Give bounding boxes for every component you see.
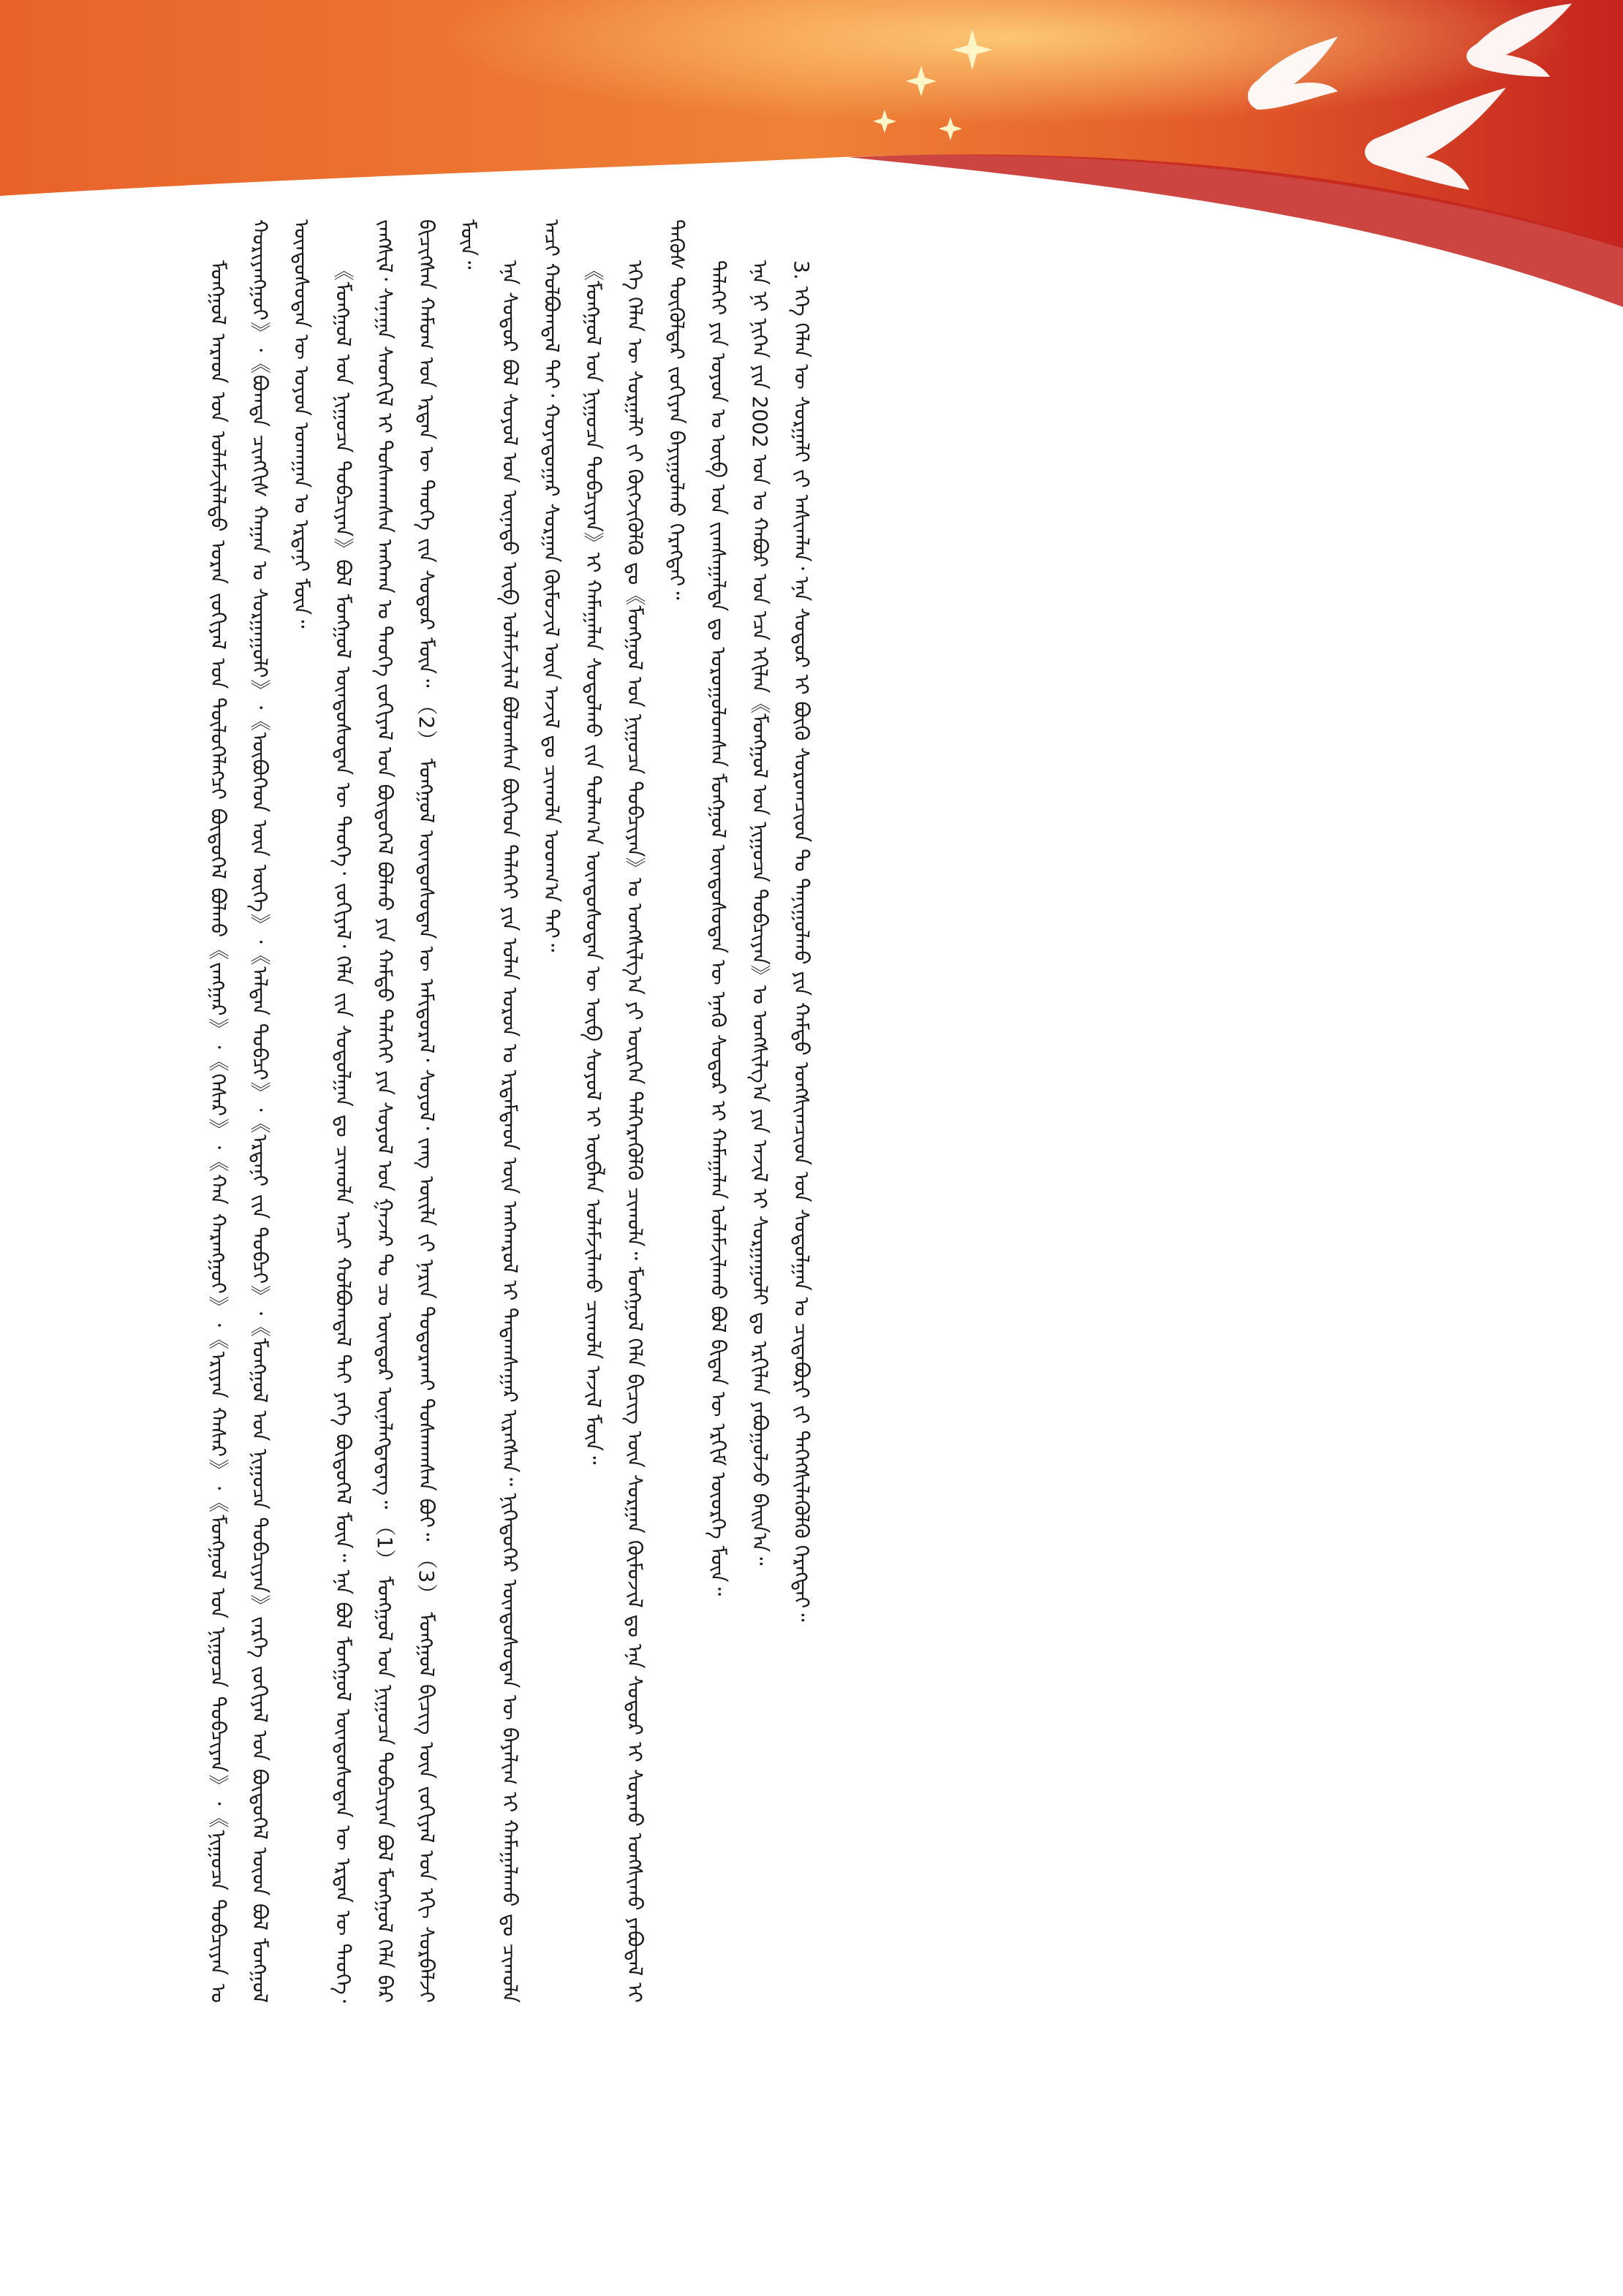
paragraph: 《ᠮᠣᠩᠭᠣᠯ ᠤᠨ ᠨᠢᠭᠤᠴᠠ ᠲᠣᠪᠴᠢᠶᠠᠨ》ᠢ ᠬᠠᠮᠠᠭᠠᠯᠠᠨ ᠰᠤᠳᠤᠯᠬᠤ ᠵᠢᠨ ᠲᠤᠯᠠᠭ᠎ᠠ ᠦᠨᠳᠦᠰᠦᠲᠡᠨ ᠦ ᠥᠪ ᠰᠣᠶᠣᠯ ᠢ ᠥᠪᠯᠡᠨ ᠤᠯᠠᠮᠵᠢᠯᠠᠬᠤ ᠴᠢᠬᠤᠯᠠ ᠠᠵᠢᠯ ᠮᠥᠨ᠃ bbox=[581, 260, 605, 1465]
document-body bbox=[197, 219, 1433, 2003]
paragraph: 3. ᠡᠬᠡ ᠬᠡᠯᠡᠨ ᠦ ᠰᠤᠷᠭᠠᠯᠢ ᠵᠢ ᠠᠰᠢᠭᠯᠠᠨ᠂ ᠡᠨᠡ ᠰᠤᠳᠤᠷ ᠢ ᠪᠦᠬᠦ ᠰᠤᠷᠤᠭᠴᠢᠳ ᠲᠤ ᠲᠠᠨᠢᠭᠤᠯᠬᠤ ᠶᠢᠨ ᠬᠠᠮᠲᠤ ᠤᠩᠰᠢᠭᠴᠢᠳ ᠤᠨ ᠰᠤᠳᠤᠯᠭᠠᠨ ᠤ ᠴᠢᠳᠠᠪᠤᠷᠢ ᠵᠢ ᠳᠡᠭᠡᠭᠰᠢᠯᠡᠭᠦᠯᠬᠦ ᠬᠡᠷᠡᠭᠲᠡᠢ᠃ bbox=[790, 260, 814, 1622]
paragraph: ᠳᠡᠯᠡᠬᠡᠢ ᠶᠢᠨ ᠣᠶᠤᠨ ᠤ ᠥᠪ ᠤᠨ ᠵᠢᠭᠰᠠᠭᠠᠯᠲᠠ ᠳᠤ ᠣᠷᠣᠭᠤᠯᠤᠭᠰᠠᠨ ᠮᠣᠩᠭᠣᠯ ᠦᠨᠳᠦᠰᠦᠲᠡᠨ ᠦ ᠡᠨᠡᠬᠦ ᠰᠤᠳᠤᠷ ᠢ ᠬᠠᠮᠠᠭᠠᠯᠠᠨ ᠤᠯᠠᠮᠵᠢᠯᠠᠬᠤ ᠪᠣᠯ ᠪᠢᠳᠡᠨ ᠦ ᠡᠷᠬᠢᠮ ᠦᠦᠷᠭᠡ ᠮᠥᠨ᠃ bbox=[706, 260, 730, 1596]
paragraph: 《ᠮᠣᠩᠭᠣᠯ ᠤᠨ ᠨᠢᠭᠤᠴᠠ ᠲᠣᠪᠴᠢᠶᠠᠨ》ᠪᠣᠯ ᠮᠣᠩᠭᠣᠯ ᠦᠨᠳᠦᠰᠦᠲᠡᠨ ᠦ ᠲᠡᠦᠬᠡ᠂ ᠵᠣᠬᠢᠶᠠᠯ᠂ ᠬᠡᠯᠡ ᠵᠢᠨ ᠰᠤᠳᠤᠯᠭᠠᠨ ᠳᠤ ᠴᠢᠬᠤᠯᠠ ᠠᠴᠢ ᠬᠣᠯᠪᠣᠭᠳᠠᠯ ᠲᠠᠢ ᠶᠡᠬᠡ ᠪᠦᠲᠦᠭᠡᠯ ᠮᠥᠨ᠃ ᠡᠨᠡ ᠪᠣᠯ ᠮᠣᠩᠭᠣᠯ ᠦᠨᠳᠦᠰᠦᠲᠡᠨ ᠦ ᠡᠷᠲᠡᠨ ᠦ ᠲᠡᠦᠬᠡ᠂ ᠵᠠᠩᠱᠢᠯ᠂ ᠰᠠᠨᠠᠭᠠ ᠰᠡᠳᠬᠢᠯ ᠢ ᠲᠤᠰᠬᠠᠭᠰᠠᠨ ᠠᠩᠬᠠᠨ ᠤ ᠲᠡᠦᠬᠡ ᠵᠣᠬᠢᠶᠠᠯ ᠤᠨ ᠪᠦᠲᠦᠭᠡᠯ ᠪᠣᠯᠬᠤ ᠶᠢᠨ ᠬᠠᠮᠲᠤ ᠳᠡᠯᠡᠬᠡᠢ ᠶᠢᠨ ᠰᠣᠶᠣᠯ ᠤᠨ ᠭᠠᠵᠠᠷ ᠲᠤ ᠴᠤ ᠥᠨᠳᠦᠷ ᠦᠨᠡᠯᠡᠭᠳᠡᠳᠡᠭ᠃ （1） ᠮᠣᠩᠭᠣᠯ ᠤᠨ ᠨᠢᠭᠤᠴᠠ ᠲᠣᠪᠴᠢᠶᠠᠨ ᠪᠣᠯ ᠮᠣᠩᠭᠣᠯ ᠬᠡᠯᠡ ᠪᠡᠷ ᠪᠢᠴᠢᠭᠰᠡᠨ ᠬᠠᠮᠤᠭ ᠤᠨ ᠡᠷᠲᠡᠨ ᠦ ᠲᠡᠦᠬᠡ ᠵᠢᠨ ᠰᠤᠳᠤᠷ ᠮᠥᠨ᠃ （2） ᠮᠣᠩᠭᠣᠯ ᠦᠨᠳᠦᠰᠦᠲᠡᠨ ᠦ ᠠᠮᠢᠳᠤᠷᠠᠯ᠂ ᠰᠤᠶᠤᠯ᠂ ᠵᠠᠩ ᠦᠢᠯᠡ ᠵᠢ ᠨᠠᠷᠢᠨ ᠲᠣᠳᠣᠷᠬᠠᠶ ᠲᠤᠰᠬᠠᠭᠰᠠᠨ ᠪᠤᠢ᠃ （3） ᠮᠣᠩᠭᠣᠯ ᠪᠢᠴᠢᠭ ᠦᠨ ᠵᠣᠬᠢᠶᠠᠯ ᠤᠨ ᠡᠬᠢ ᠰᠤᠷᠪᠠᠯᠵᠢ ᠮᠥᠨ᠃ bbox=[331, 219, 480, 2003]
paragraph: ᠡᠨᠡ ᠨᠢ ᠨᠢᠭᠡᠨ ᠶᠢᠨ 2002 ᠣᠨ ᠤ ᠬᠠᠪᠤᠷ ᠤᠨ ᠡᠴᠡ ᠡᠬᠢᠯᠡᠨ《ᠮᠣᠩᠭᠣᠯ ᠤᠨ ᠨᠢᠭᠤᠴᠠ ᠲᠣᠪᠴᠢᠶᠠᠨ》ᠤ ᠤᠩᠰᠢᠯᠭ᠎ᠠ ᠶᠢᠨ ᠠᠵᠢᠯ ᠢ ᠰᠤᠷᠭᠠᠭᠤᠯᠢ ᠳᠤ ᠡᠷᠬᠢᠯᠡᠨ ᠶᠠᠪᠤᠭᠤᠯᠵᠤ ᠪᠠᠢᠨ᠎ᠠ᠃ bbox=[748, 260, 772, 1566]
paragraph: ᠡᠨᠡ ᠰᠤᠳᠤᠷ ᠪᠣᠯ ᠰᠣᠶᠣᠯ ᠤᠨ ᠦᠨᠡᠲᠦ ᠥᠪ ᠤᠯᠠᠮᠵᠢᠯᠠᠯ ᠪᠣᠯᠤᠭᠰᠠᠨ ᠪᠥᠭᠡᠳ ᠳᠡᠯᠡᠬᠡᠢ ᠶᠢᠨ ᠣᠯᠠᠨ ᠣᠷᠣᠨ ᠤ ᠡᠷᠳᠡᠮᠲᠡᠳ ᠦᠨ ᠠᠩᠬᠠᠷᠤᠯ ᠢ ᠲᠠᠲᠠᠭᠰᠠᠭᠠᠷ ᠢᠷᠡᠭᠰᠡᠨ᠃ ᠨᠢᠭᠡᠳᠦᠭᠡᠷ ᠦᠨᠳᠦᠰᠦᠲᠡᠨ ᠦ ᠪᠠᠶᠠᠯᠢᠭ ᠢ ᠬᠠᠮᠠᠭᠠᠯᠠᠬᠤ ᠳᠤ ᠴᠢᠬᠤᠯᠠ ᠠᠴᠢ ᠬᠣᠯᠪᠣᠭᠳᠠᠯ ᠲᠠᠢ᠂ ᠬᠣᠶᠠᠳᠤᠭᠠᠷ ᠰᠤᠷᠭᠠᠨ ᠬᠦᠮᠦᠵᠢᠯ ᠦᠨ ᠠᠵᠢᠯ ᠳᠤ ᠴᠢᠬᠤᠯᠠ ᠤᠳᠬ᠎ᠠ ᠲᠠᠢ᠃ bbox=[498, 219, 564, 2003]
paragraph: ᠡᠬᠡ ᠬᠡᠯᠡᠨ ᠦ ᠰᠤᠷᠭᠠᠯᠢ ᠵᠢ ᠬᠥᠭᠵᠢᠭᠦᠯᠬᠦ ᠳᠤ《ᠮᠣᠩᠭᠣᠯ ᠤᠨ ᠨᠢᠭᠤᠴᠠ ᠲᠣᠪᠴᠢᠶᠠᠨ》ᠤ ᠤᠩᠰᠢᠯᠭ᠎ᠠ ᠶᠢ ᠥᠷᠭᠡᠨ ᠳᠡᠯᠭᠡᠷᠡᠭᠦᠯᠬᠦ ᠴᠢᠬᠤᠯᠠ᠃ ᠮᠣᠩᠭᠣᠯ ᠬᠡᠯᠡ ᠪᠢᠴᠢᠭ ᠦᠨ ᠰᠤᠷᠭᠠᠨ ᠬᠦᠮᠦᠵᠢᠯ ᠳᠤ ᠡᠨᠡ ᠰᠤᠳᠤᠷ ᠢ ᠰᠤᠷᠬᠤ ᠤᠩᠰᠢᠬᠤ ᠶᠠᠪᠤᠳᠠᠯ ᠢ ᠲᠡᠭᠦᠰ ᠲᠥᠭᠦᠯᠳᠡᠷ ᠵᠣᠬᠢᠶᠠᠨ ᠪᠠᠶᠢᠭᠤᠯᠬᠤ ᠬᠡᠷᠡᠭᠲᠡᠢ᠃ bbox=[623, 219, 689, 2003]
paragraph: ᠮᠣᠩᠭᠣᠯ ᠠᠷᠠᠳ ᠤᠨ ᠤᠯᠠᠮᠵᠢᠯᠠᠯᠲᠤ ᠤᠷᠠᠨ ᠵᠣᠬᠢᠶᠠᠯ ᠤᠨ ᠲᠥᠯᠦᠭᠡᠯᠡᠭᠴᠢ ᠪᠦᠲᠦᠭᠡᠯ ᠪᠣᠯᠬᠤ《ᠵᠠᠩᠭᠠᠷ》᠂《ᠭᠡᠰᠡᠷ》᠂《ᠬᠠᠨ ᠬᠠᠷᠠᠩᠭᠤᠢ》᠂《ᠡᠷᠢᠶᠡᠨ ᠬᠠᠰᠠᠷ》᠂《ᠮᠣᠩᠭᠣᠯ ᠤᠨ ᠨᠢᠭᠤᠴᠠ ᠲᠣᠪᠴᠢᠶᠠᠨ》᠂《ᠨᠢᠭᠤᠴᠠ ᠲᠣᠪᠴᠢᠶᠠᠨ ᠤ ᠬᠣᠷᠢᠶᠠᠩᠭᠤᠢ》᠂《ᠪᠣᠭᠳᠠ ᠴᠢᠩᠭᠢᠰ ᠬᠠᠭᠠᠨ ᠤ ᠰᠤᠷᠭᠠᠭᠤᠯᠢ》᠂《ᠥᠪᠦᠭᠡᠳ ᠦᠨ ᠦᠭᠡ》᠂《ᠠᠯᠲᠠᠨ ᠲᠣᠪᠴᠢ》᠂《ᠡᠷᠳᠡᠨᠢ ᠵᠢᠨ ᠲᠣᠪᠴᠢ》᠂《ᠮᠣᠩᠭᠣᠯ ᠤᠨ ᠨᠢᠭᠤᠴᠠ ᠲᠣᠪᠴᠢᠶᠠᠨ》ᠵᠡᠷᠭᠡ ᠵᠣᠬᠢᠶᠠᠯ ᠤᠨ ᠪᠦᠲᠦᠭᠡᠯ ᠦᠳ ᠪᠣᠯ ᠮᠣᠩᠭᠣᠯ ᠦᠨᠳᠦᠰᠦᠲᠡᠨ ᠦ ᠣᠶᠤᠨ ᠤᠬᠠᠭᠠᠨ ᠤ ᠡᠷᠳᠡᠨᠢ ᠮᠥᠨ᠃ bbox=[206, 219, 314, 2003]
